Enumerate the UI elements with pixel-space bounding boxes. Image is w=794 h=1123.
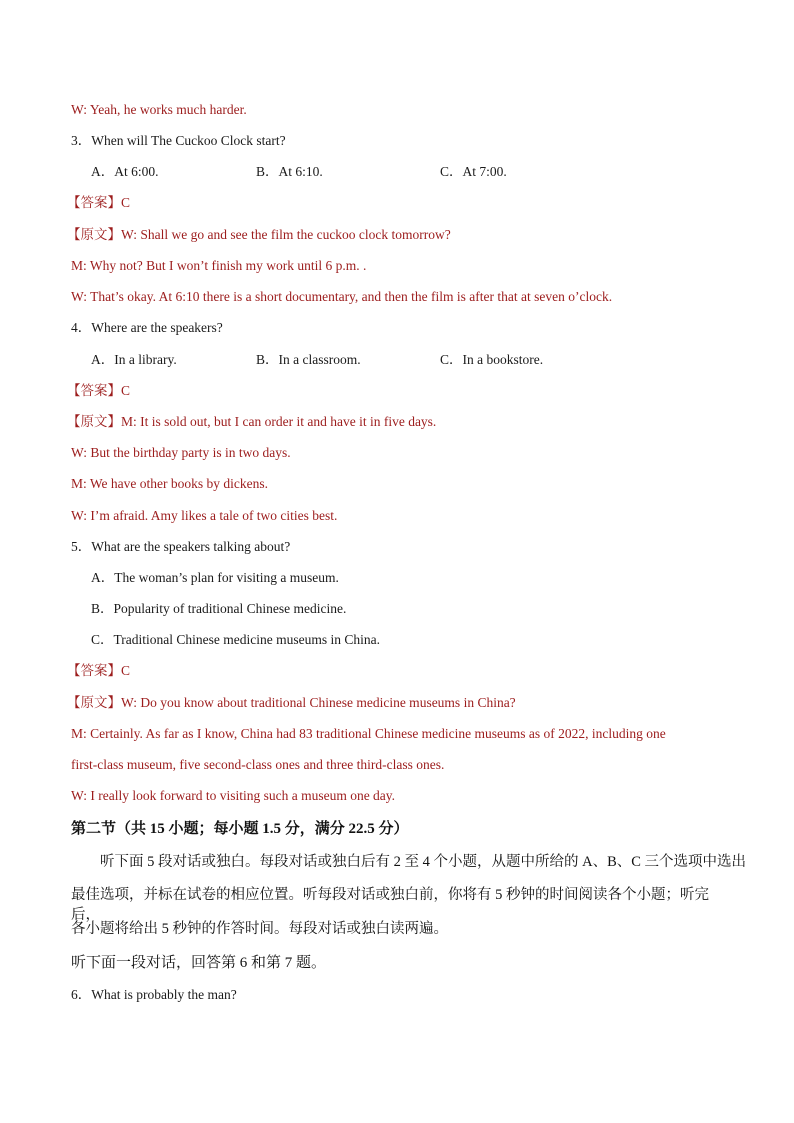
transcript-text: M: It is sold out, but I can order it and have it in five days. [121, 414, 437, 429]
transcript-line: M: Why not? But I won’t finish my work until 6 p.m. . [71, 258, 367, 273]
transcript-4 [67, 413, 436, 431]
transcript-line: W: I really look forward to visiting such a museum one day. [71, 788, 396, 803]
answer-4 [67, 382, 130, 400]
instructions-line: 听下面 5 段对话或独白。每段对话或独白后有 2 至 4 个小题，从题中所给的 A、B、C 三个选项中选出 [100, 854, 747, 870]
transcript-tag: 【原文】 [67, 227, 121, 242]
question-3: 3．When will The Cuckoo Clock start? [71, 133, 286, 148]
option-3a: A．At 6:00. [91, 164, 159, 179]
transcript-line: W: I’m afraid. Amy likes a tale of two cities best. [71, 508, 338, 523]
transcript-line: W: Yeah, he works much harder. [71, 102, 247, 117]
section-heading: 第二节（共 15 小题；每小题 1.5 分，满分 22.5 分） [71, 821, 409, 837]
option-3c: C．At 7:00. [440, 164, 507, 179]
option-4c: C．In a bookstore. [440, 352, 544, 367]
option-5a: A．The woman’s plan for visiting a museum. [91, 570, 339, 585]
transcript-text: W: Do you know about traditional Chinese medicine museums in China? [121, 695, 516, 710]
transcript-line: W: But the birthday party is in two days. [71, 445, 291, 460]
option-3b: B．At 6:10. [256, 164, 323, 179]
answer-3 [67, 194, 130, 212]
transcript-line: M: Certainly. As far as I know, China had 83 traditional Chinese medicine museums as of 2022, including one [71, 726, 666, 741]
option-5c: C．Traditional Chinese medicine museums in China. [91, 632, 380, 647]
answer-value: C [121, 383, 131, 398]
answer-tag: 【答案】 [67, 195, 121, 210]
answer-tag: 【答案】 [67, 663, 121, 678]
answer-value: C [121, 663, 131, 678]
transcript-text: W: Shall we go and see the film the cuckoo clock tomorrow? [121, 227, 451, 242]
option-5b: B．Popularity of traditional Chinese medicine. [91, 601, 347, 616]
transcript-3 [67, 226, 451, 244]
question-4: 4．Where are the speakers? [71, 320, 223, 335]
transcript-line: W: That’s okay. At 6:10 there is a short documentary, and then the film is after that at seven o’clock. [71, 289, 613, 304]
transcript-tag: 【原文】 [67, 414, 121, 429]
answer-tag: 【答案】 [67, 383, 121, 398]
question-5: 5．What are the speakers talking about? [71, 539, 291, 554]
answer-value: C [121, 195, 131, 210]
transcript-line: M: We have other books by dickens. [71, 476, 269, 491]
option-4a: A．In a library. [91, 352, 177, 367]
subsection-prompt: 听下面一段对话，回答第 6 和第 7 题。 [71, 955, 327, 971]
transcript-5 [67, 694, 516, 712]
instructions-line: 各小题将给出 5 秒钟的作答时间。每段对话或独白读两遍。 [71, 921, 448, 937]
transcript-tag: 【原文】 [67, 695, 121, 710]
instructions-line: 最佳选项，并标在试卷的相应位置。听每段对话或独白前，你将有 5 秒钟的时间阅读各个小题；听完后， [71, 887, 709, 923]
option-4b: B．In a classroom. [256, 352, 361, 367]
transcript-line: first-class museum, five second-class ones and three third-class ones. [71, 757, 445, 772]
question-6: 6．What is probably the man? [71, 987, 237, 1002]
answer-5 [67, 662, 130, 680]
